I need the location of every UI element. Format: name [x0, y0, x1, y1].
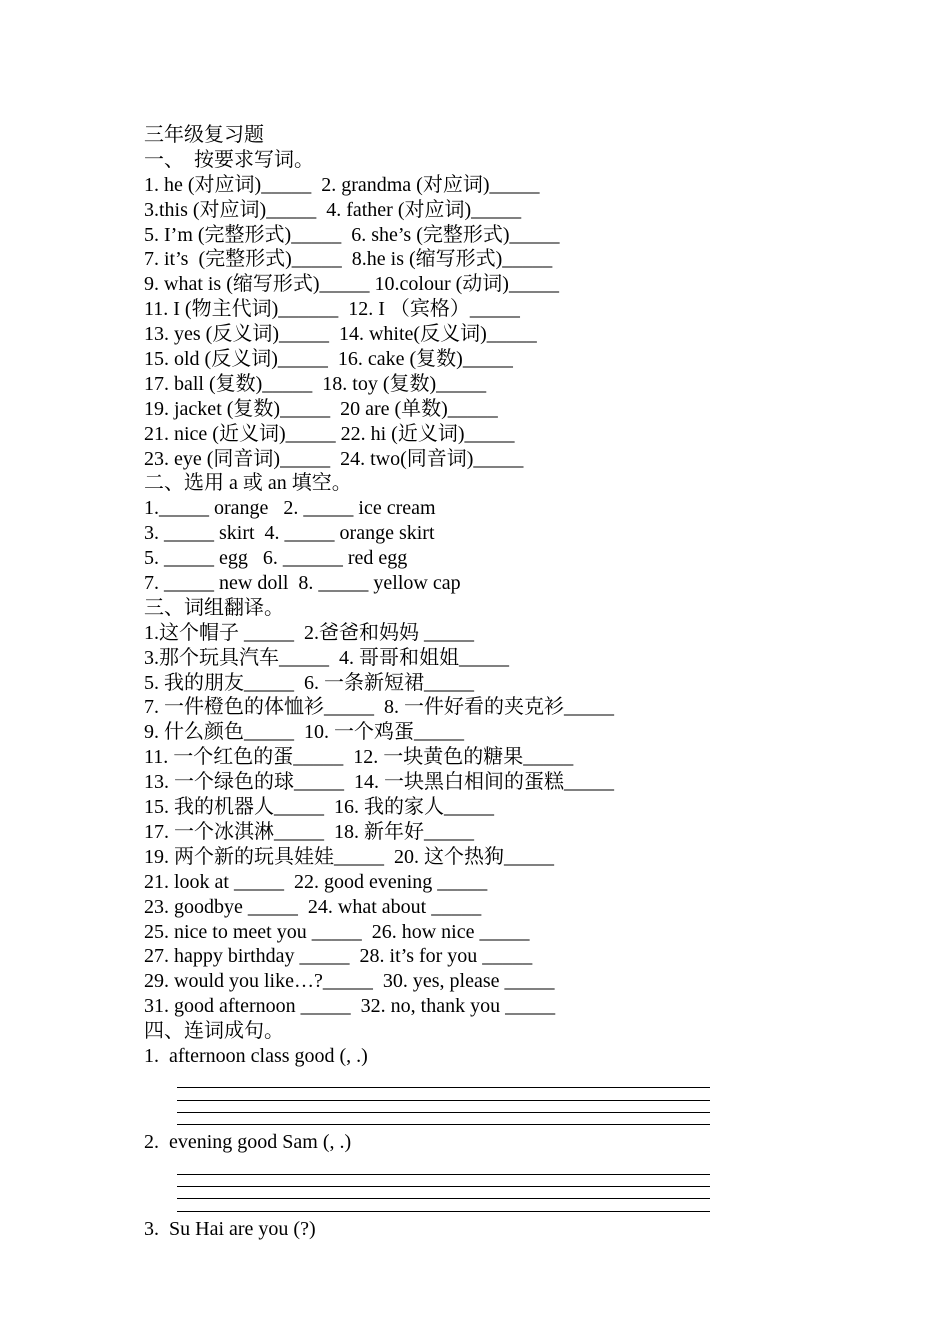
- answer-rule: [177, 1199, 710, 1211]
- section-1: [144, 148, 844, 472]
- answer-rule: [177, 1076, 710, 1088]
- section-4-heading: 四、连词成句。: [144, 1020, 284, 1043]
- exercise-line: 17. ball (复数)_____ 18. toy (复数)_____: [144, 372, 487, 395]
- answer-lines: [177, 1069, 710, 1131]
- exercise-line: 9. 什么颜色_____ 10. 一个鸡蛋_____: [144, 721, 464, 744]
- section-3-heading: 三、词组翻译。: [144, 596, 284, 619]
- exercise-line: 13. 一个绿色的球_____ 14. 一块黑白相间的蛋糕_____: [144, 771, 614, 794]
- exercise-line: 5. I’m (完整形式)_____ 6. she’s (完整形式)_____: [144, 223, 560, 246]
- exercise-line: 7. 一件橙色的体恤衫_____ 8. 一件好看的夹克衫_____: [144, 696, 614, 719]
- worksheet-title: 三年级复习题: [144, 124, 264, 146]
- sentence-prompt: 1. afternoon class good (, .): [144, 1044, 368, 1067]
- exercise-line: 5. 我的朋友_____ 6. 一条新短裙_____: [144, 671, 474, 694]
- section-2: [144, 471, 844, 595]
- exercise-line: 29. would you like…?_____ 30. yes, please _____: [144, 970, 555, 993]
- exercise-line: 5. _____ egg 6. ______ red egg: [144, 547, 408, 570]
- exercise-line: 3.那个玩具汽车_____ 4. 哥哥和姐姐_____: [144, 646, 509, 669]
- exercise-line: 23. goodbye _____ 24. what about _____: [144, 895, 482, 918]
- exercise-line: 9. what is (缩写形式)_____ 10.colour (动词)_____: [144, 273, 559, 296]
- exercise-line: 11. I (物主代词)______ 12. I （宾格）_____: [144, 298, 520, 321]
- exercise-line: 7. it’s (完整形式)_____ 8.he is (缩写形式)_____: [144, 248, 553, 271]
- section-1-heading: 一、 按要求写词。: [144, 148, 314, 171]
- exercise-line: 15. 我的机器人_____ 16. 我的家人_____: [144, 796, 494, 819]
- exercise-line: 1. he (对应词)_____ 2. grandma (对应词)_____: [144, 173, 540, 196]
- exercise-line: 7. _____ new doll 8. _____ yellow cap: [144, 572, 461, 595]
- answer-rule: [177, 1101, 710, 1113]
- exercise-line: 19. jacket (复数)_____ 20 are (单数)_____: [144, 397, 498, 420]
- exercise-line: 27. happy birthday _____ 28. it’s for you _____: [144, 945, 533, 968]
- sentence-prompt: 3. Su Hai are you (?): [144, 1217, 316, 1240]
- exercise-line: 19. 两个新的玩具娃娃_____ 20. 这个热狗_____: [144, 845, 554, 868]
- exercise-line: 1._____ orange 2. _____ ice cream: [144, 497, 436, 520]
- section-3: [144, 596, 844, 1019]
- exercise-line: 3. _____ skirt 4. _____ orange skirt: [144, 522, 435, 545]
- exercise-line: 1.这个帽子 _____ 2.爸爸和妈妈 _____: [144, 621, 474, 644]
- exercise-line: 21. nice (近义词)_____ 22. hi (近义词)_____: [144, 422, 515, 445]
- sentence-prompt: 2. evening good Sam (, .): [144, 1131, 352, 1154]
- answer-rule: [177, 1162, 710, 1174]
- exercise-line: 3.this (对应词)_____ 4. father (对应词)_____: [144, 198, 522, 221]
- answer-rule: [177, 1113, 710, 1125]
- worksheet: [144, 123, 844, 1242]
- exercise-line: 31. good afternoon _____ 32. no, thank you _____: [144, 995, 556, 1018]
- exercise-line: 21. look at _____ 22. good evening _____: [144, 870, 488, 893]
- answer-rule: [177, 1187, 710, 1199]
- answer-rule: [177, 1175, 710, 1187]
- exercise-line: 23. eye (同音词)_____ 24. two(同音词)_____: [144, 447, 524, 470]
- exercise-line: 15. old (反义词)_____ 16. cake (复数)_____: [144, 348, 513, 371]
- section-4: [144, 1019, 844, 1242]
- exercise-line: 25. nice to meet you _____ 26. how nice _____: [144, 920, 530, 943]
- answer-rule: [177, 1088, 710, 1100]
- section-2-heading: 二、选用 a 或 an 填空。: [144, 472, 352, 495]
- exercise-line: 11. 一个红色的蛋_____ 12. 一块黄色的糖果_____: [144, 746, 574, 769]
- exercise-line: 17. 一个冰淇淋_____ 18. 新年好_____: [144, 820, 474, 843]
- exercise-line: 13. yes (反义词)_____ 14. white(反义词)_____: [144, 323, 537, 346]
- answer-lines: [177, 1155, 710, 1217]
